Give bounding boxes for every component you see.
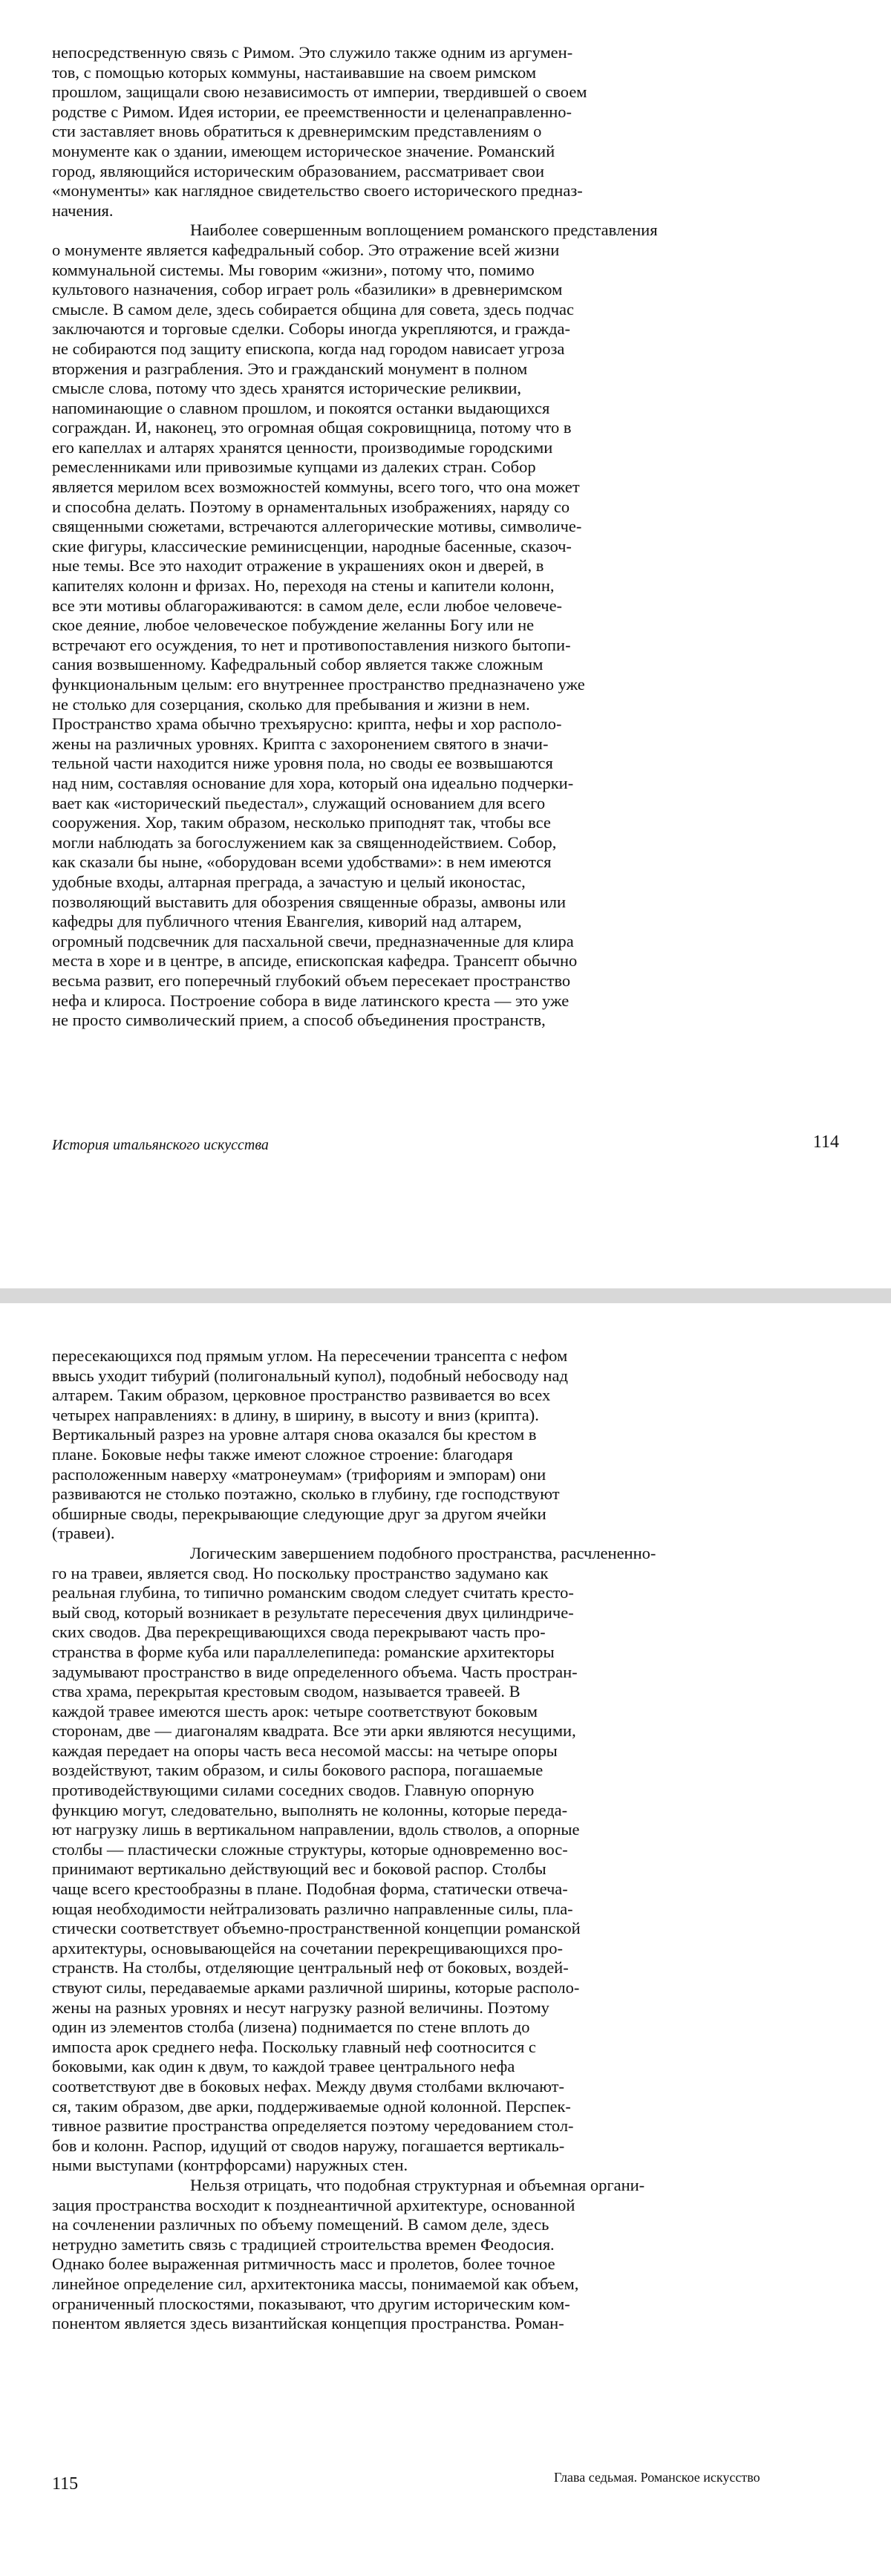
text-line: ствуют силы, передаваемые арками различной ширины, которые располо- bbox=[52, 1978, 580, 1997]
text-line: могли наблюдать за богослужением как за священнодействием. Собор, bbox=[52, 832, 557, 852]
text-line: сооружения. Хор, таким образом, несколько приподнят так, чтобы все bbox=[52, 813, 551, 832]
text-line: все эти мотивы облагораживаются: в самом деле, если любое человече- bbox=[52, 596, 563, 615]
text-line: ства храма, перекрытая крестовым сводом, называется травеей. В bbox=[52, 1682, 520, 1701]
text-line: го на травеи, является свод. Но поскольку пространство задумано как bbox=[52, 1563, 549, 1582]
text-line: над ним, составляя основание для хора, который она идеально подчерки- bbox=[52, 773, 574, 792]
text-line: город, являющийся историческим образованием, рассматривает свои bbox=[52, 161, 545, 180]
text-line: реальная глубина, то типично романским сводом следует считать кресто- bbox=[52, 1583, 574, 1602]
text-line: стически соответствует объемно-пространственной концепции романской bbox=[52, 1919, 581, 1938]
text-line: не собираются под защиту епископа, когда над городом нависает угроза bbox=[52, 339, 565, 358]
text-line: «монументы» как наглядное свидетельство своего исторического предназ- bbox=[52, 181, 583, 200]
text-line: расположенным наверху «матронеумам» (трифориям и эмпорам) они bbox=[52, 1464, 546, 1484]
text-line: ские фигуры, классические реминисценции, народные басенные, сказоч- bbox=[52, 536, 572, 555]
text-line: каждой травее имеются шесть арок: четыре соответствуют боковым bbox=[52, 1701, 538, 1721]
running-title: История итальянского искусства bbox=[52, 1137, 269, 1153]
text-line: места в хоре и в центре, в апсиде, епископская кафедра. Трансепт обычно bbox=[52, 951, 578, 971]
text-line: обширные своды, перекрывающие следующие друг за другом ячейки bbox=[52, 1504, 546, 1523]
text-line: понентом является здесь византийская концепция пространства. Роман- bbox=[52, 2314, 564, 2333]
text-line: пересекающихся под прямым углом. На пересечении трансепта с нефом bbox=[52, 1346, 568, 1365]
text-line: Пространство храма обычно трехъярусно: крипта, нефы и хор располо- bbox=[52, 714, 562, 734]
text-line: вает как «исторический пьедестал», служащий основанием для всего bbox=[52, 793, 546, 812]
text-line: жены на разных уровнях и несут нагрузку разной величины. Поэтому bbox=[52, 1998, 549, 2017]
text-line: импоста арок среднего нефа. Поскольку главный неф соотносится с bbox=[52, 2037, 536, 2056]
text-line: прошлом, защищали свою независимость от империи, твердившей о своем bbox=[52, 82, 587, 102]
text-line: боковыми, как один к двум, то каждой травее центрального нефа bbox=[52, 2057, 515, 2076]
text-line: жены на различных уровнях. Крипта с захоронением святого в значи- bbox=[52, 734, 549, 753]
text-line: удобные входы, алтарная преграда, а зачастую и целый иконостас, bbox=[52, 872, 526, 891]
text-line: Наиболее совершенным воплощением романского представления bbox=[190, 221, 658, 240]
text-line: Логическим завершением подобного пространства, расчлененно- bbox=[190, 1543, 656, 1562]
text-line: вый свод, который возникает в результате пересечения двух цилиндриче- bbox=[52, 1602, 574, 1622]
text-line: плане. Боковые нефы также имеют сложное строение: благодаря bbox=[52, 1444, 513, 1464]
page-115 bbox=[0, 1303, 891, 2576]
text-line: родстве с Римом. Идея истории, ее преемственности и целенаправленно- bbox=[52, 102, 572, 121]
text-line: священными сюжетами, встречаются аллегорические мотивы, символиче- bbox=[52, 517, 582, 536]
text-line: не столько для созерцания, сколько для пребывания и жизни в нем. bbox=[52, 694, 530, 714]
text-line: бов и колонн. Распор, идущий от сводов наружу, погашается вертикаль- bbox=[52, 2136, 565, 2155]
text-line: культового назначения, собор играет роль «базилики» в древнеримском bbox=[52, 280, 563, 299]
text-line: тов, с помощью которых коммуны, настаивавшие на своем римском bbox=[52, 62, 537, 82]
text-line: ющая необходимости нейтрализовать различно направленные силы, пла- bbox=[52, 1899, 573, 1918]
text-line: позволяющий выставить для обозрения священные образы, амвоны или bbox=[52, 892, 567, 911]
text-line: ввысь уходит тибурий (полигональный купол), подобный небосводу над bbox=[52, 1366, 568, 1385]
text-line: Однако более выраженная ритмичность масс и пролетов, более точное bbox=[52, 2254, 555, 2274]
text-line: ограниченный плоскостями, показывают, что другим историческим ком- bbox=[52, 2294, 570, 2313]
page-number: 114 bbox=[812, 1132, 839, 1152]
text-line: на сочленении различных по объему помещений. В самом деле, здесь bbox=[52, 2215, 549, 2234]
text-line: странства в форме куба или параллелепипеда: романские архитекторы bbox=[52, 1642, 555, 1661]
text-line: весьма развит, его поперечный глубокий объем пересекает пространство bbox=[52, 971, 571, 990]
text-line: Вертикальный разрез на уровне алтаря снова оказался бы крестом в bbox=[52, 1425, 537, 1444]
text-line: смысле слова, потому что здесь хранятся исторические реликвии, bbox=[52, 379, 521, 398]
text-line: противодействующими силами соседних сводов. Главную опорную bbox=[52, 1781, 535, 1800]
text-line: начения. bbox=[52, 200, 114, 220]
text-line: ют нагрузку лишь в вертикальном направлении, вдоль стволов, а опорные bbox=[52, 1820, 580, 1839]
text-line: (травеи). bbox=[52, 1524, 115, 1543]
text-line: задумывают пространство в виде определенного объема. Часть простран- bbox=[52, 1662, 578, 1681]
text-line: воздействуют, таким образом, и силы бокового распора, погашаемые bbox=[52, 1761, 544, 1780]
text-line: четырех направлениях: в длину, в ширину, в высоту и вниз (крипта). bbox=[52, 1405, 539, 1424]
text-line: алтарем. Таким образом, церковное пространство развивается во всех bbox=[52, 1386, 551, 1405]
text-line: смысле. В самом деле, здесь собирается община для совета, здесь подчас bbox=[52, 299, 575, 319]
text-line: сания возвышенному. Кафедральный собор является также сложным bbox=[52, 655, 544, 674]
page-separator bbox=[0, 1288, 891, 1303]
text-line: зация пространства восходит к позднеантичной архитектуре, основанной bbox=[52, 2195, 575, 2214]
body-text bbox=[52, 43, 839, 1031]
text-line: Нельзя отрицать, что подобная структурная и объемная органи- bbox=[190, 2175, 645, 2194]
text-line: коммунальной системы. Мы говорим «жизни», потому что, помимо bbox=[52, 260, 535, 279]
page-number: 115 bbox=[52, 2474, 79, 2494]
text-line: функцию могут, следовательно, выполнять не колонны, которые переда- bbox=[52, 1800, 568, 1819]
text-line: непосредственную связь с Римом. Это служило также одним из аргумен- bbox=[52, 43, 573, 62]
text-line: огромный подсвечник для пасхальной свечи, предназначенные для клира bbox=[52, 931, 574, 950]
text-line: напоминающие о славном прошлом, и покоятся останки выдающихся bbox=[52, 398, 550, 417]
text-line: линейное определение сил, архитектоника массы, понимаемой как объем, bbox=[52, 2274, 579, 2293]
text-line: нетрудно заметить связь с традицией строительства времен Феодосия. bbox=[52, 2234, 555, 2254]
text-line: архитектуры, основывающейся на сочетании перекрещивающихся про- bbox=[52, 1938, 563, 1957]
text-line: сторонам, две — диагоналям квадрата. Все эти арки являются несущими, bbox=[52, 1721, 576, 1741]
text-line: заключаются и торговые сделки. Соборы иногда укрепляются, и гражда- bbox=[52, 319, 571, 339]
text-line: кафедры для публичного чтения Евангелия, киворий над алтарем, bbox=[52, 912, 522, 931]
text-line: о монументе является кафедральный собор. Это отражение всей жизни bbox=[52, 240, 560, 259]
text-line: ских сводов. Два перекрещивающихся свода перекрывают часть про- bbox=[52, 1623, 546, 1642]
text-line: функциональным целым: его внутреннее пространство предназначено уже bbox=[52, 675, 585, 694]
text-line: один из элементов столба (лизена) поднимается по стене вплоть до bbox=[52, 2018, 530, 2037]
chapter-title: Глава седьмая. Романское искусство bbox=[554, 2470, 760, 2485]
text-line: ское деяние, любое человеческое побуждение желанны Богу или не bbox=[52, 616, 535, 635]
body-text bbox=[52, 1346, 839, 2334]
text-line: принимают вертикально действующий вес и боковой распор. Столбы bbox=[52, 1859, 546, 1879]
text-line: ными выступами (контрфорсами) наружных стен. bbox=[52, 2156, 408, 2175]
text-line: является мерилом всех возможностей коммуны, всего того, что она может bbox=[52, 477, 580, 497]
text-line: вторжения и разграбления. Это и гражданский монумент в полном bbox=[52, 359, 528, 378]
text-line: тельной части находится ниже уровня пола, но своды ее возвышаются bbox=[52, 754, 553, 773]
text-line: его капеллах и алтарях хранятся ценности, производимые городскими bbox=[52, 437, 553, 457]
text-line: соответствуют две в боковых нефах. Между двумя столбами включают- bbox=[52, 2076, 564, 2096]
text-line: развиваются не столько поэтажно, сколько в глубину, где господствуют bbox=[52, 1484, 560, 1504]
text-line: тивное развитие пространства определяется поэтому чередованием стол- bbox=[52, 2116, 574, 2136]
text-line: каждая передает на опоры часть веса несомой массы: на четыре опоры bbox=[52, 1741, 558, 1760]
text-line: капителях колонн и фризах. Но, переходя на стены и капители колонн, bbox=[52, 576, 555, 596]
text-line: как сказали бы ныне, «оборудован всеми удобствами»: в нем имеются bbox=[52, 852, 552, 872]
text-line: монументе как о здании, имеющем историческое значение. Романский bbox=[52, 141, 555, 160]
text-line: не просто символический прием, а способ объединения пространств, bbox=[52, 1011, 546, 1030]
text-line: ремесленниками или привозимые купцами из далеких стран. Собор bbox=[52, 457, 536, 477]
text-line: ные темы. Все это находит отражение в украшениях окон и дверей, в bbox=[52, 556, 544, 575]
text-line: чаще всего крестообразны в плане. Подобная форма, статически отвеча- bbox=[52, 1879, 568, 1899]
text-line: нефа и клироса. Построение собора в виде латинского креста — это уже bbox=[52, 991, 569, 1010]
text-line: ся, таким образом, две арки, поддерживаемые одной колонной. Перспек- bbox=[52, 2096, 571, 2116]
text-line: столбы — пластически сложные структуры, которые одновременно вос- bbox=[52, 1839, 568, 1859]
text-line: встречают его осуждения, то нет и противопоставления низкого бытопи- bbox=[52, 635, 571, 654]
text-line: и способна делать. Поэтому в орнаментальных изображениях, наряду со bbox=[52, 497, 570, 516]
text-line: странств. На столбы, отделяющие центральный неф от боковых, воздей- bbox=[52, 1958, 569, 1977]
text-line: сти заставляет вновь обратиться к древнеримским представлениям о bbox=[52, 122, 542, 141]
text-line: сограждан. И, наконец, это огромная общая сокровищница, потому что в bbox=[52, 418, 572, 437]
